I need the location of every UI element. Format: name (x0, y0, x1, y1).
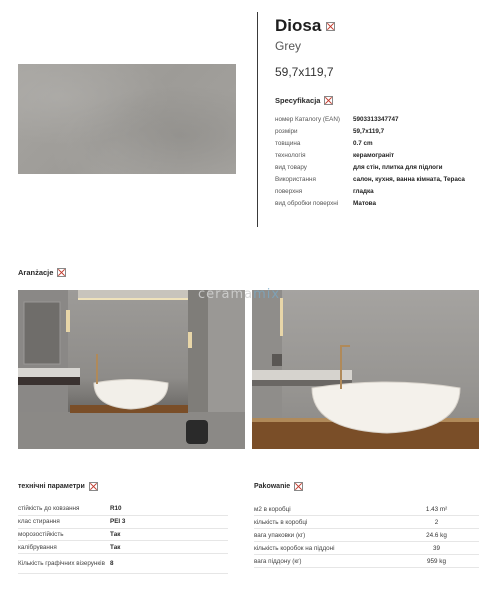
row-value: 39 (432, 544, 440, 552)
row-label: кількість в коробці (254, 518, 308, 526)
table-row (275, 188, 475, 196)
row-value: 959 kg (427, 557, 446, 565)
row-value: 5903313347747 (353, 116, 399, 123)
table-row (275, 176, 475, 184)
row-value: гладка (353, 188, 374, 195)
table-row (254, 555, 479, 568)
row-label: м2 в коробці (254, 505, 291, 513)
row-label: номер Каталогу (EAN) (275, 116, 340, 123)
table-row (254, 529, 479, 542)
table-row (18, 503, 228, 516)
row-value: 8 (110, 560, 114, 568)
row-label: Кількість графічних візерунків (18, 560, 105, 568)
table-row (275, 140, 475, 148)
tile-sample-image (18, 64, 236, 174)
table-row (254, 503, 479, 516)
bathroom-scene-1 (18, 290, 245, 449)
table-row (18, 541, 228, 554)
product-size: 59,7x119,7 (275, 65, 334, 79)
row-value: для стін, плитка для підлоги (353, 164, 443, 171)
table-row (275, 128, 475, 136)
row-label: клас стирання (18, 518, 60, 526)
row-value: PEI 3 (110, 518, 126, 526)
technical-parameters-section (18, 482, 228, 574)
broken-image-icon (57, 268, 66, 277)
spec-heading: Specyfikacja (275, 96, 333, 105)
watermark-logo: ceramamix (198, 287, 281, 302)
broken-image-icon (89, 482, 98, 491)
row-value: керамограніт (353, 152, 395, 159)
row-value: 2 (434, 518, 439, 526)
table-row (275, 164, 475, 172)
broken-image-icon (326, 22, 335, 31)
table-row (275, 116, 475, 124)
table-row (275, 152, 475, 160)
spec-table (275, 116, 475, 212)
table-row (275, 200, 475, 208)
row-label: вид обробки поверхні (275, 200, 339, 207)
row-value: 24.6 kg (426, 531, 447, 539)
bathroom-photo-2 (252, 290, 479, 449)
row-label: калібрування (18, 543, 57, 551)
row-label: поверхня (275, 188, 303, 195)
row-label: вид товару (275, 164, 307, 171)
technical-heading: технічні параметри (18, 482, 228, 491)
row-label: морозостійкість (18, 530, 64, 538)
row-value: Матова (353, 200, 376, 207)
table-row (18, 529, 228, 542)
bathroom-photo-1 (18, 290, 245, 449)
row-value: 59,7x119,7 (353, 128, 385, 135)
arrangement-heading: Aranżacje (18, 268, 66, 277)
divider-vertical (257, 12, 258, 227)
row-value: 0.7 cm (353, 140, 373, 147)
row-value: 1.43 m² (425, 505, 448, 513)
technical-table (18, 503, 228, 574)
row-value: Так (110, 543, 121, 551)
row-value: Так (110, 530, 121, 538)
table-row (254, 542, 479, 555)
product-color: Grey (275, 39, 302, 53)
packaging-heading: Pakowanie (254, 482, 479, 491)
row-label: кількість коробок на піддоні (254, 544, 335, 552)
packaging-section (254, 482, 479, 568)
row-label: стійкість до ковзання (18, 505, 80, 513)
row-label: товщина (275, 140, 301, 147)
product-title (275, 16, 335, 36)
product-header (275, 16, 335, 79)
row-value: салон, кухня, ванна кімната, Тераса (353, 176, 465, 183)
table-row (18, 554, 228, 574)
row-label: технологія (275, 152, 306, 159)
row-label: розміри (275, 128, 298, 135)
broken-image-icon (294, 482, 303, 491)
table-row (18, 516, 228, 529)
broken-image-icon (324, 96, 333, 105)
row-label: вага упаковки (кг) (254, 531, 306, 539)
row-label: вага піддону (кг) (254, 557, 302, 565)
row-value: R10 (110, 505, 122, 513)
row-label: Використання (275, 176, 316, 183)
packaging-table (254, 503, 479, 568)
product-name: Diosa (275, 16, 322, 35)
table-row (254, 516, 479, 529)
bathroom-scene-2 (252, 290, 479, 449)
